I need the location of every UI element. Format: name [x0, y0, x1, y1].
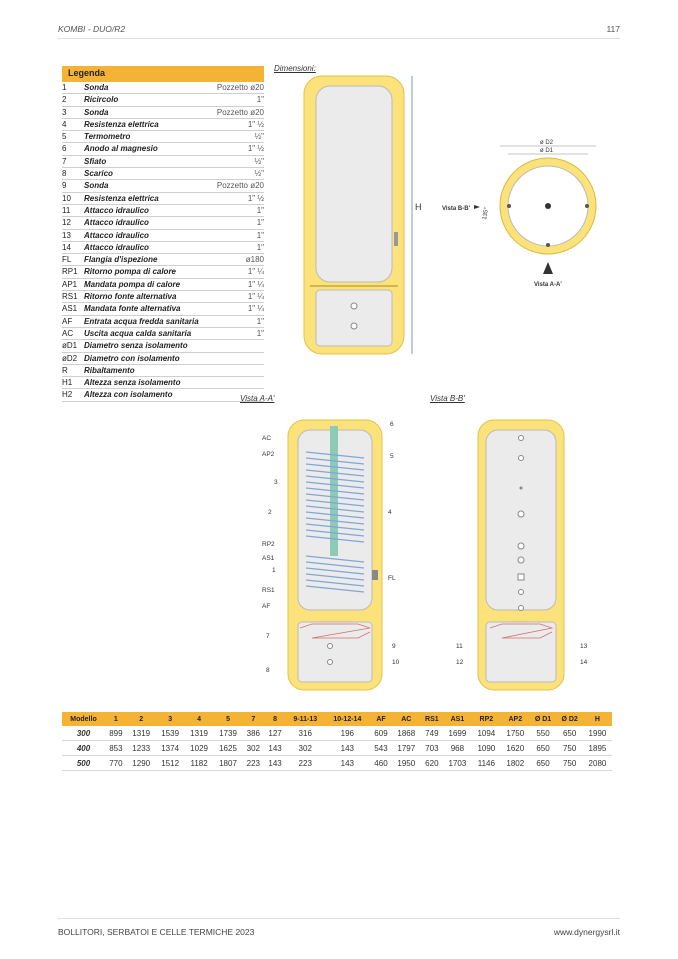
callout-rp2: RP2 — [262, 541, 275, 548]
vista-bb-arrow-label: Vista B-B' — [442, 206, 470, 212]
table-cell: 543 — [370, 741, 392, 756]
legend-code: 8 — [62, 169, 67, 179]
callout-10: 10 — [392, 659, 400, 666]
legend-size: 1" — [256, 242, 264, 252]
table-cell: 750 — [556, 741, 583, 756]
legend-description: Attacco idraulico — [84, 242, 149, 252]
table-cell: 1374 — [156, 741, 185, 756]
table-cell: 650 — [530, 756, 557, 771]
legend-code: R — [62, 365, 68, 375]
legend-code: 14 — [62, 242, 71, 252]
legend-description: Sonda — [84, 107, 109, 117]
legend-code: 10 — [62, 193, 71, 203]
table-cell: 1233 — [127, 741, 156, 756]
footer-title: BOLLITORI, SERBATOI E CELLE TERMICHE 2023 — [58, 927, 255, 937]
legend-code: 11 — [62, 205, 71, 215]
legend-code: RS1 — [62, 292, 78, 302]
section-b-b — [440, 414, 600, 694]
legend-description: Ritorno pompa di calore — [84, 267, 177, 277]
legend-size: 1" — [256, 316, 264, 326]
legend-row — [62, 82, 264, 94]
legend-size: 1" ¼ — [247, 267, 264, 277]
table-cell: 1029 — [185, 741, 214, 756]
table-cell: 749 — [421, 726, 443, 741]
table-cell: 1182 — [185, 756, 214, 771]
table-cell: 968 — [443, 741, 472, 756]
legend-size: 1" ¼ — [247, 304, 264, 314]
angle-label: 135° — [482, 207, 491, 221]
legend-row — [62, 193, 264, 205]
table-row — [62, 726, 612, 741]
legend-row — [62, 389, 264, 401]
page-footer — [58, 918, 620, 937]
legend-size — [204, 365, 264, 376]
legend-row — [62, 131, 264, 143]
legend-row — [62, 107, 264, 119]
legend-code: H1 — [62, 378, 73, 388]
legend-size — [204, 377, 264, 388]
legend-size: ø180 — [245, 255, 264, 265]
legend-code: 13 — [62, 230, 71, 240]
legend-size: 1" ¼ — [247, 292, 264, 302]
legend-description: Attacco idraulico — [84, 230, 149, 240]
legend-row — [62, 242, 264, 254]
legend-description: Anodo al magnesio — [84, 144, 158, 154]
legend-size: Pozzetto ø20 — [216, 181, 264, 191]
legend-code: 2 — [62, 95, 67, 105]
footer-website: www.dynergysrl.it — [553, 927, 620, 937]
table-cell: 609 — [370, 726, 392, 741]
table-cell: 1319 — [185, 726, 214, 741]
legend-row — [62, 205, 264, 217]
table-cell: 1797 — [392, 741, 421, 756]
legend-code: øD1 — [62, 341, 78, 351]
table-cell: 1703 — [443, 756, 472, 771]
table-header-cell: 10-12-14 — [325, 712, 371, 726]
table-cell: 550 — [530, 726, 557, 741]
table-header-cell: 5 — [214, 712, 243, 726]
legend-description: Ricircolo — [84, 95, 119, 105]
legend-code: 1 — [62, 83, 67, 92]
table-cell: 1146 — [472, 756, 501, 771]
callout-5: 5 — [390, 453, 394, 460]
legend-row — [62, 168, 264, 180]
lower-tank — [316, 290, 392, 346]
table-header-cell: 1 — [105, 712, 127, 726]
table-header-cell: H — [583, 712, 612, 726]
callout-8: 8 — [266, 667, 270, 674]
table-cell: 386 — [242, 726, 264, 741]
legend-description: Mandata pompa di calore — [84, 279, 181, 289]
legend-size: ½" — [254, 169, 264, 179]
table-cell: 1950 — [392, 756, 421, 771]
table-cell: 770 — [105, 756, 127, 771]
legend-row — [62, 291, 264, 303]
section-a-a — [250, 414, 420, 694]
table-cell: 143 — [325, 756, 371, 771]
callout-ap2: AP2 — [262, 451, 275, 458]
table-header-cell: AS1 — [443, 712, 472, 726]
model-cell: 400 — [62, 741, 105, 756]
legend-description: Altezza con isolamento — [84, 390, 173, 400]
legend-code: 12 — [62, 218, 71, 228]
legend-row — [62, 340, 264, 352]
table-row — [62, 756, 612, 771]
table-cell: 1807 — [214, 756, 243, 771]
legend-size: 1" — [256, 95, 264, 105]
legend-code: 6 — [62, 144, 67, 154]
table-cell: 196 — [325, 726, 371, 741]
legend-description: Resistenza elettrica — [84, 119, 159, 129]
legend-size: ½" — [254, 132, 264, 142]
table-header-cell: RS1 — [421, 712, 443, 726]
table-cell: 620 — [421, 756, 443, 771]
table-cell: 1319 — [127, 726, 156, 741]
table-header-cell: Modello — [62, 712, 105, 726]
legend-row — [62, 328, 264, 340]
legend-description: Diametro con isolamento — [84, 353, 180, 363]
table-cell: 143 — [325, 741, 371, 756]
port — [351, 303, 357, 309]
legend-size: 1" ½ — [247, 193, 264, 203]
table-cell: 750 — [556, 756, 583, 771]
legend-code: FL — [62, 255, 72, 265]
legend-size: 1" — [256, 205, 264, 215]
table-cell: 1290 — [127, 756, 156, 771]
table-cell: 650 — [556, 726, 583, 741]
table-header-cell: RP2 — [472, 712, 501, 726]
table-cell: 143 — [264, 756, 286, 771]
table-cell: 1094 — [472, 726, 501, 741]
callout-1: 1 — [272, 567, 276, 574]
callout-af: AF — [262, 603, 271, 610]
dimensioni-label: Dimensioni: — [274, 64, 316, 73]
legend-code: H2 — [62, 390, 73, 400]
page-number: 117 — [606, 24, 620, 34]
legend-row — [62, 94, 264, 106]
table-cell: 223 — [242, 756, 264, 771]
legend-description: Sfiato — [84, 156, 107, 166]
legend-code: AS1 — [62, 304, 78, 314]
callout-11: 11 — [456, 643, 463, 650]
legend-size: 1" ¼ — [247, 279, 264, 289]
legend-size: Pozzetto ø20 — [216, 83, 264, 92]
port — [351, 323, 357, 329]
model-cell: 500 — [62, 756, 105, 771]
callout-as1: AS1 — [262, 555, 275, 562]
table-cell: 1868 — [392, 726, 421, 741]
legend-row — [62, 279, 264, 291]
legend-code: 4 — [62, 119, 67, 129]
legend-row — [62, 230, 264, 242]
table-header-cell: AP2 — [501, 712, 530, 726]
table-cell: 1090 — [472, 741, 501, 756]
vista-aa-label: Vista A-A' — [240, 394, 275, 403]
tank-top-view — [440, 132, 620, 292]
legend-code: AF — [62, 316, 73, 326]
model-cell: 300 — [62, 726, 105, 741]
legend-code: 7 — [62, 156, 67, 166]
table-cell: 1625 — [214, 741, 243, 756]
legend-title: Legenda — [62, 66, 264, 82]
legend-row — [62, 266, 264, 278]
table-cell: 127 — [264, 726, 286, 741]
legend-row — [62, 303, 264, 315]
page-header — [58, 22, 620, 39]
dimensions-table — [62, 712, 612, 771]
legend-size: 1" — [256, 218, 264, 228]
table-header-cell: 8 — [264, 712, 286, 726]
table-cell: 1512 — [156, 756, 185, 771]
callout-9: 9 — [392, 643, 396, 650]
table-cell: 302 — [286, 741, 325, 756]
table-row — [62, 741, 612, 756]
legend-description: Resistenza elettrica — [84, 193, 159, 203]
legend-description: Attacco idraulico — [84, 218, 149, 228]
vista-bb-label: Vista B-B' — [430, 394, 465, 403]
legend-description: Diametro senza isolamento — [84, 341, 188, 351]
table-cell: 1620 — [501, 741, 530, 756]
legend-description: Sonda — [84, 83, 109, 92]
table-header-cell: 3 — [156, 712, 185, 726]
table-cell: 302 — [242, 741, 264, 756]
table-cell: 650 — [530, 741, 557, 756]
legend-code: øD2 — [62, 353, 78, 363]
legend-code: RP1 — [62, 267, 78, 277]
table-cell: 703 — [421, 741, 443, 756]
legend-description: Attacco idraulico — [84, 205, 149, 215]
legend-row — [62, 365, 264, 377]
legend-code: AC — [62, 328, 74, 338]
table-header-cell: 7 — [242, 712, 264, 726]
legend-row — [62, 180, 264, 192]
callout-12: 12 — [456, 659, 464, 666]
callout-3: 3 — [274, 479, 278, 486]
callout-14: 14 — [580, 659, 588, 666]
table-header-cell: Ø D1 — [530, 712, 557, 726]
tank-front-view — [300, 72, 430, 362]
table-cell: 1539 — [156, 726, 185, 741]
legend-code: 5 — [62, 132, 67, 142]
table-cell: 316 — [286, 726, 325, 741]
table-header-cell: Ø D2 — [556, 712, 583, 726]
callout-rs1: RS1 — [262, 587, 275, 594]
legend-size: Pozzetto ø20 — [216, 107, 264, 117]
table-header-cell: 9-11-13 — [286, 712, 325, 726]
table-header-cell: AF — [370, 712, 392, 726]
legend-code: AP1 — [62, 279, 78, 289]
table-cell: 899 — [105, 726, 127, 741]
vista-aa-arrow — [543, 262, 553, 274]
legend-description: Sonda — [84, 181, 109, 191]
table-cell: 1895 — [583, 741, 612, 756]
height-label: H — [415, 202, 422, 212]
vista-aa-arrow-label: Vista A-A' — [534, 282, 562, 288]
legend-row — [62, 143, 264, 155]
legend-row — [62, 316, 264, 328]
table-header-cell: 4 — [185, 712, 214, 726]
d2-label: ø D2 — [540, 140, 554, 146]
table-header-cell: 2 — [127, 712, 156, 726]
center-port — [545, 203, 551, 209]
legend-description: Termometro — [84, 132, 131, 142]
legend-size — [204, 340, 264, 351]
legend-description: Altezza senza isolamento — [84, 378, 181, 388]
callout-4: 4 — [388, 509, 392, 516]
legend-size: 1" ½ — [247, 119, 264, 129]
legend-row — [62, 377, 264, 389]
d1-label: ø D1 — [540, 148, 554, 154]
table-cell: 1739 — [214, 726, 243, 741]
table-cell: 1750 — [501, 726, 530, 741]
legend-description: Mandata fonte alternativa — [84, 304, 181, 314]
callout-2: 2 — [268, 509, 272, 516]
upper-tank — [316, 86, 392, 282]
legend-row — [62, 119, 264, 131]
legend-row — [62, 217, 264, 229]
table-cell: 223 — [286, 756, 325, 771]
table-cell: 143 — [264, 741, 286, 756]
legend-size: 1" — [256, 328, 264, 338]
legend-description: Uscita acqua calda sanitaria — [84, 328, 192, 338]
legend-code: 3 — [62, 107, 67, 117]
legend-description: Ribaltamento — [84, 365, 135, 375]
legend-size — [204, 353, 264, 364]
table-cell: 1990 — [583, 726, 612, 741]
table-cell: 1699 — [443, 726, 472, 741]
table-cell: 460 — [370, 756, 392, 771]
callout-ac: AC — [262, 435, 272, 442]
table-cell: 1802 — [501, 756, 530, 771]
legend-size: 1" — [256, 230, 264, 240]
flange — [394, 232, 398, 246]
table-cell: 853 — [105, 741, 127, 756]
table-cell: 2080 — [583, 756, 612, 771]
legend-row — [62, 353, 264, 365]
table-header-cell: AC — [392, 712, 421, 726]
legend-size: ½" — [254, 156, 264, 166]
document-title: KOMBI - DUO/R2 — [58, 24, 126, 34]
legend-description: Ritorno fonte alternativa — [84, 292, 177, 302]
legend-code: 9 — [62, 181, 67, 191]
legend-table — [62, 66, 264, 402]
legend-row — [62, 254, 264, 266]
legend-row — [62, 156, 264, 168]
callout-fl: FL — [388, 575, 396, 582]
legend-description: Scarico — [84, 169, 113, 179]
legend-description: Entrata acqua fredda sanitaria — [84, 316, 199, 326]
legend-description: Flangia d'ispezione — [84, 255, 158, 265]
callout-13: 13 — [580, 643, 588, 650]
callout-6: 6 — [390, 421, 394, 428]
legend-size: 1" ½ — [247, 144, 264, 154]
callout-7: 7 — [266, 633, 270, 640]
